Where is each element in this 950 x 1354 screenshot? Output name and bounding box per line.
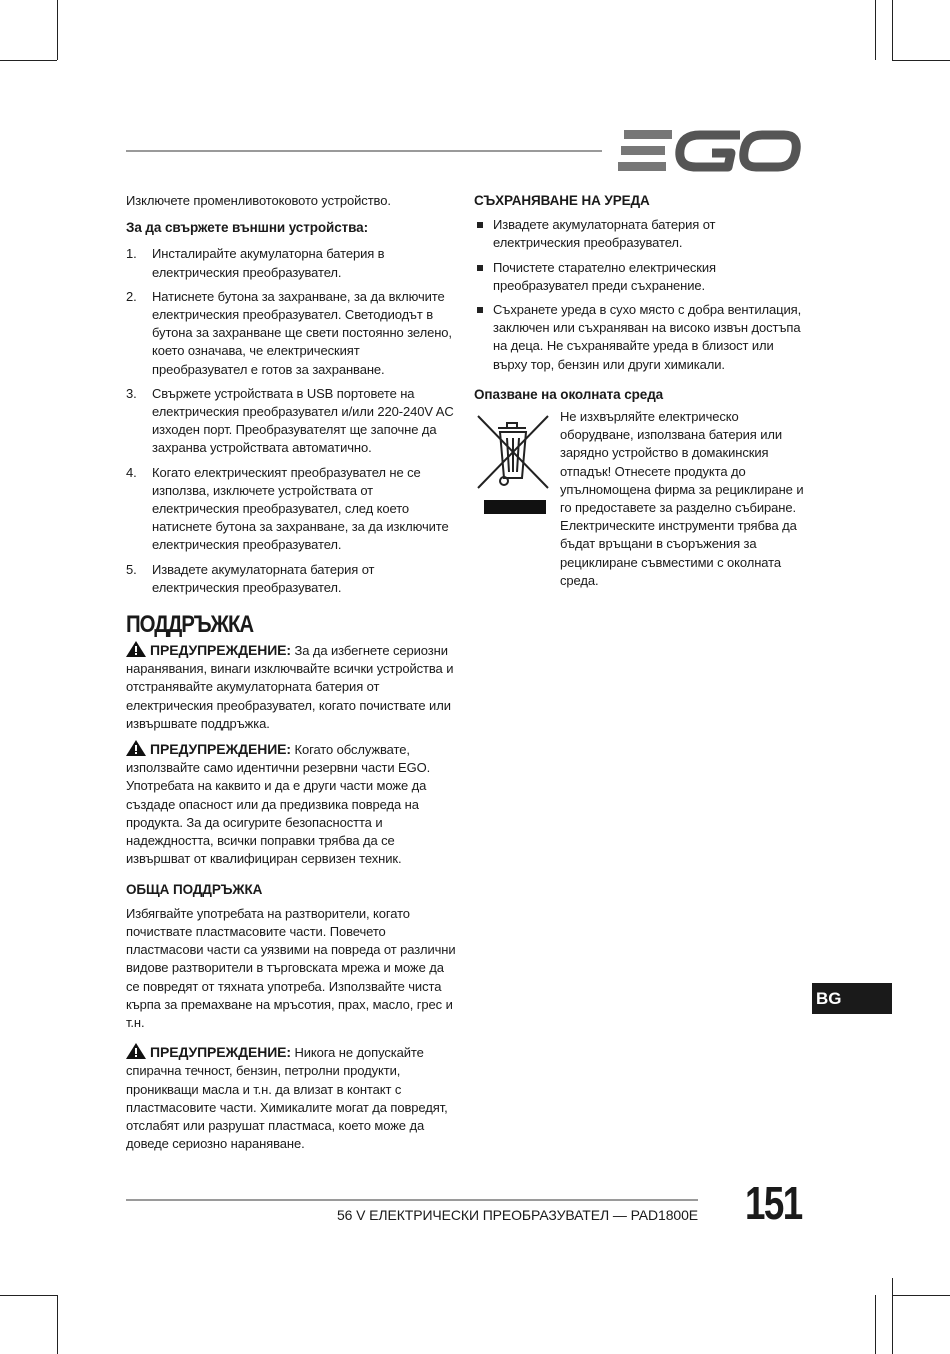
bullet-icon (477, 265, 483, 271)
intro-text: Изключете променливотоковото устройство. (126, 193, 391, 208)
crossed-out-wheelie-bin-icon (474, 410, 552, 494)
crop-mark (892, 60, 950, 61)
footer-title: 56 V ЕЛЕКТРИЧЕСКИ ПРЕОБРАЗУВАТЕЛ — PAD1800E (336, 1207, 698, 1223)
crop-mark (892, 0, 893, 60)
list-item: 2. Натиснете бутона за захранване, за да включите електрическия преобразувател. Светодиодът в бутона за захранване ще свети постоянно зелено, което означава, че електрическият преобразувател е готов за захранване. (126, 288, 452, 377)
bullet-icon (477, 222, 483, 228)
crop-mark (0, 1295, 57, 1296)
warning-icon (126, 740, 146, 756)
maintenance-heading: ПОДДРЪЖКА (126, 611, 254, 639)
weee-symbol (474, 408, 552, 590)
crop-mark (892, 1295, 950, 1296)
storage-heading: СЪХРАНЯВАНЕ НА УРЕДА (474, 193, 650, 208)
crop-mark (875, 0, 876, 60)
header-rule (126, 150, 602, 152)
general-maintenance-text: Избягвайте употребата на разтворители, когато почиствате пластмасовите части. Повечето пластмасови части са уязвими на повреда от различни видове разтворители в търговската мрежа и може да се повредят от тяхната употреба. Използвайте чиста кърпа за премахване на мръсотия, прах, масло, грес и т.н. (126, 905, 456, 1030)
page-number: 151 (745, 1177, 802, 1229)
list-item: 1. Инсталирайте акумулаторна батерия в електрическия преобразувател. (126, 246, 385, 280)
left-column (126, 192, 456, 1153)
footer-rule (126, 1199, 698, 1201)
general-maintenance-heading: ОБЩА ПОДДРЪЖКА (126, 881, 263, 897)
warning-label: ПРЕДУПРЕЖДЕНИЕ: (150, 1044, 291, 1061)
warning-block (126, 1043, 456, 1153)
list-item: 5. Извадете акумулаторната батерия от електрическия преобразувател. (126, 561, 375, 595)
environment-section (474, 408, 804, 590)
warning-text: Никога не допускайте спирачна течност, бензин, петролни продукти, проникващи масла и т.н. да влизат в контакт с пластмасовите части. Химикалите могат да повредят, отслабят или разрушат пластмаса, което може да доведе сериозно нараняване. (126, 1045, 448, 1152)
crop-mark (875, 1295, 876, 1354)
connect-heading: За да свържете външни устройства: (126, 220, 368, 236)
warning-text: За да избегнете сериозни наранявания, винаги изключвайте всички устройства и отстранявайте акумулаторната батерия от електрическия преобразувател, когато почиствате или извършвате поддръжка. (126, 643, 454, 731)
list-item: 3. Свържете устройствата в USB портовете на електрическия преобразувател и/или 220-240V AC изходен порт. Преобразувателят ще започне да захранва устройствата автоматично. (126, 385, 454, 456)
environment-text: Не изхвърляйте електрическо оборудване, използвана батерия или зарядно устройство в домакинския отпадък! Отнесете продукта до упълномощена фирма за рециклиране и го предоставете за разделно събиране. Електрическите инструменти трябва да бъдат връщани в съоръжения за рециклиране съвместими с околната среда. (560, 409, 804, 588)
ego-logo (616, 128, 802, 174)
storage-list (474, 216, 804, 374)
warning-block (126, 740, 456, 868)
list-item: Извадете акумулаторната батерия от електрическия преобразувател. (474, 216, 804, 252)
connect-steps (126, 245, 456, 597)
list-item: Съхранете уреда в сухо място с добра вентилация, заключен или съхраняван на високо извън достъпа на деца. Не съхранявайте уреда в близост или върху тор, бензин или други химикали. (474, 301, 804, 374)
environment-heading: Опазване на околната среда (474, 386, 664, 402)
warning-icon (126, 641, 146, 657)
warning-block (126, 641, 456, 733)
crop-mark (0, 60, 57, 61)
bullet-icon (477, 307, 483, 313)
right-column (474, 192, 804, 590)
crop-mark (57, 1295, 58, 1354)
crop-mark (57, 0, 58, 60)
warning-label: ПРЕДУПРЕЖДЕНИЕ: (150, 741, 291, 758)
warning-label: ПРЕДУПРЕЖДЕНИЕ: (150, 642, 291, 659)
list-item: 4. Когато електрическият преобразувател не се използва, изключете устройствата от електрическия преобразувател, след което натиснете бутона за захранване, за да изключите електрическия преобразувател. (126, 464, 449, 553)
weee-bar (484, 500, 546, 514)
warning-text: Когато обслужвате, използвайте само идентични резервни части EGO. Употребата на каквито и да е други части може да създаде опасност или да предизвика повреда на продукта. За да осигурите безопасността и надеждността, всички поправки трябва да се извършват от квалифициран сервизен техник. (126, 742, 431, 867)
language-tab: BG (812, 983, 892, 1014)
crop-mark (892, 1278, 893, 1354)
warning-icon (126, 1043, 146, 1059)
list-item: Почистете старателно електрическия преобразувател преди съхранение. (474, 259, 804, 295)
